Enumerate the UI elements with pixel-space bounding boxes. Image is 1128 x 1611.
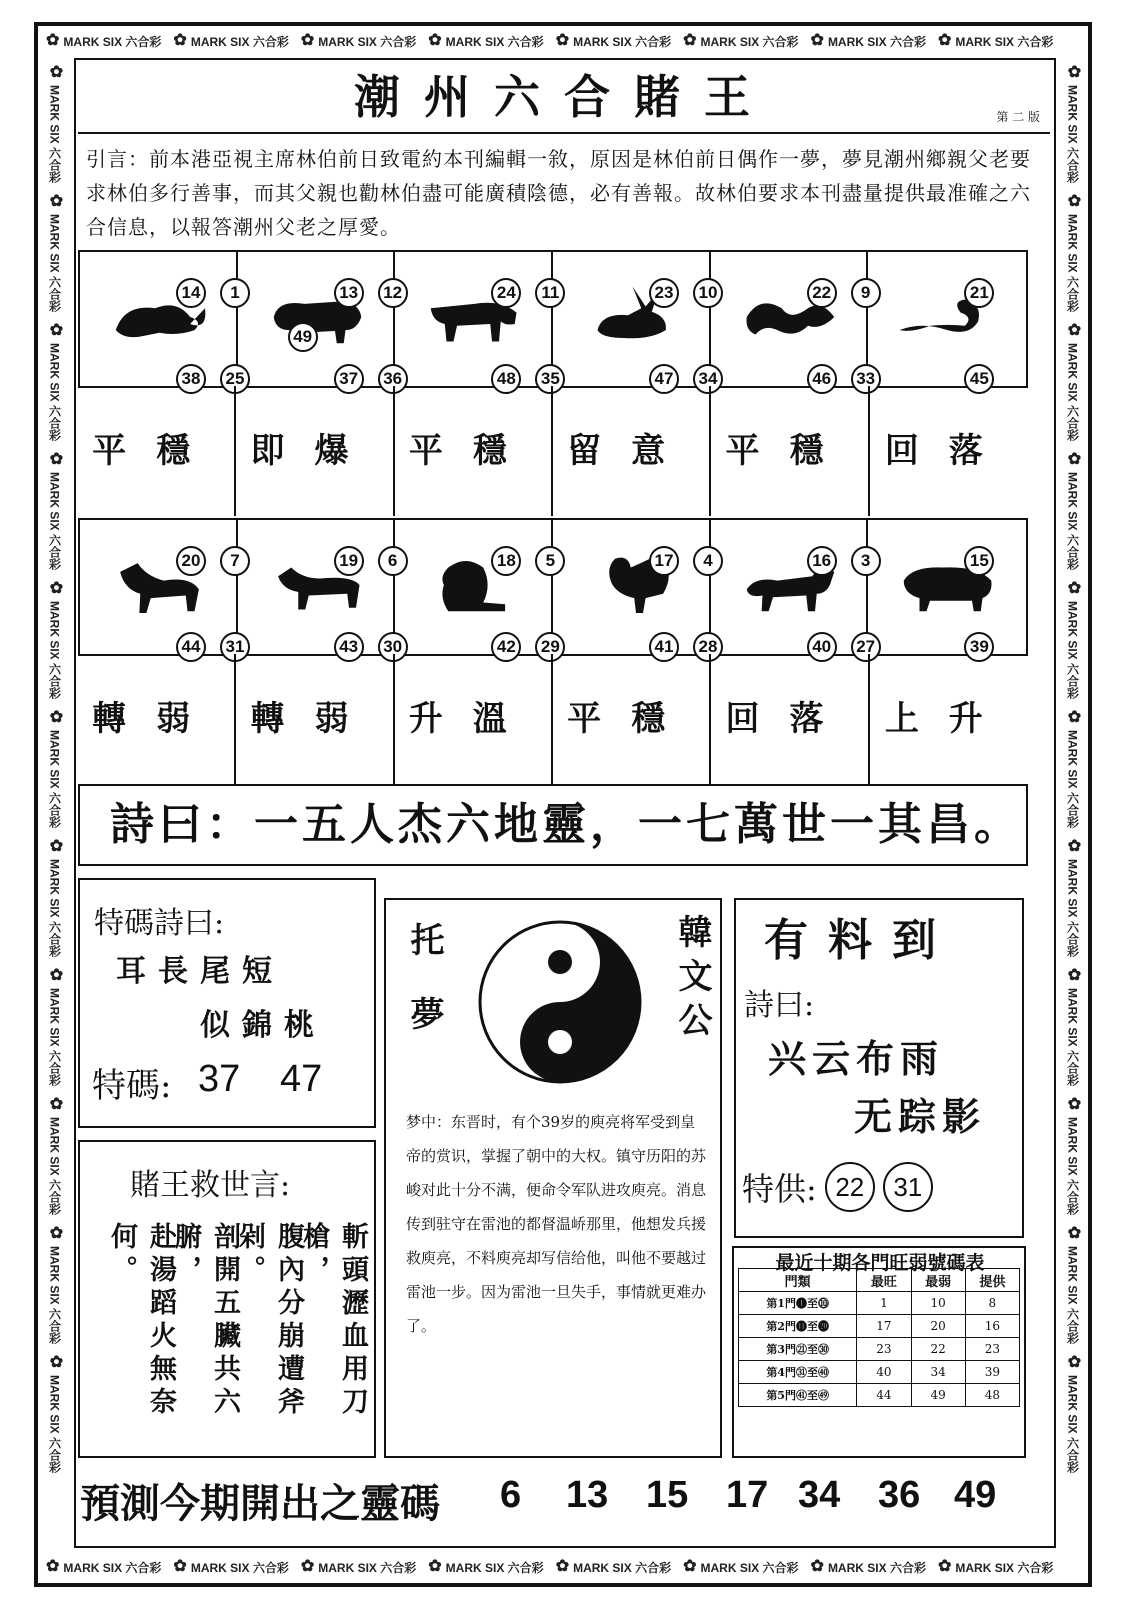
flower-icon: ✿ <box>47 320 64 340</box>
special-code-label: 特碼: <box>92 1066 172 1106</box>
stats-cell-gate: 第4門㉛至㊵ <box>739 1361 857 1384</box>
edition-label: 第 二 版 <box>996 110 1040 124</box>
stats-cell-offer: 8 <box>965 1292 1019 1315</box>
flower-icon: ✿ <box>47 965 64 985</box>
left-border-strip <box>40 58 70 1553</box>
arrival-line2: 无踪影 <box>854 1095 987 1139</box>
border-label <box>1065 449 1082 570</box>
zodiac-cell <box>711 252 876 388</box>
border-label <box>46 33 161 50</box>
stats-cell-weak: 10 <box>911 1292 965 1315</box>
flower-icon: ✿ <box>47 62 64 81</box>
flower-icon: ✿ <box>47 707 64 727</box>
border-label-text: MARK SIX 六合彩 <box>445 34 544 49</box>
zodiac-number: 1 <box>220 278 250 308</box>
border-label <box>1065 320 1082 441</box>
border-label-text: MARK SIX 六合彩 <box>1065 1375 1080 1474</box>
zodiac-number: 40 <box>807 632 837 662</box>
flower-icon: ✿ <box>555 32 570 49</box>
supply-number-1: 22 <box>825 1162 875 1212</box>
stats-cell-hot: 23 <box>857 1338 911 1361</box>
trend-row-2 <box>78 654 1028 784</box>
top-border-strip <box>40 26 1088 56</box>
zodiac-number: 30 <box>378 632 408 662</box>
flower-icon: ✿ <box>1065 965 1082 985</box>
stats-row <box>739 1361 1020 1384</box>
stats-row <box>739 1338 1020 1361</box>
border-label <box>1065 191 1082 312</box>
special-poem-line2: 似錦桃 <box>200 1008 326 1043</box>
zodiac-number: 43 <box>334 632 364 662</box>
flower-icon: ✿ <box>300 32 315 49</box>
zodiac-grid-2 <box>78 518 1028 656</box>
stats-header-row <box>739 1269 1020 1292</box>
trend-label: 轉弱 <box>78 654 236 784</box>
stats-cell-hot: 1 <box>857 1292 911 1315</box>
border-label-text: MARK SIX 六合彩 <box>955 1560 1054 1575</box>
zodiac-cell <box>80 252 245 388</box>
trend-label: 平穩 <box>553 654 711 784</box>
border-label-text: MARK SIX 六合彩 <box>47 1117 62 1216</box>
border-label <box>683 1559 798 1576</box>
zodiac-number: 12 <box>378 278 408 308</box>
dream-right-label: 韓文公 <box>672 914 712 1046</box>
wisdom-column-3: 剖開五臟共六腑， <box>170 1222 240 1420</box>
flower-icon: ✿ <box>1065 1094 1082 1114</box>
border-label-text: MARK SIX 六合彩 <box>573 34 672 49</box>
special-poem-heading: 特碼詩曰: <box>94 906 225 941</box>
stats-row <box>739 1292 1020 1315</box>
border-label <box>46 1559 161 1576</box>
trend-label: 升溫 <box>395 654 553 784</box>
zodiac-number: 47 <box>649 364 679 394</box>
border-label-text: MARK SIX 六合彩 <box>1065 343 1080 442</box>
stats-title: 最近十期各門旺弱號碼表 <box>775 1252 985 1274</box>
arrival-poem-label: 詩曰: <box>744 988 815 1023</box>
wisdom-column-1: 斬頭瀝血用刀槍， <box>298 1222 368 1420</box>
zodiac-number: 38 <box>176 364 206 394</box>
border-label-text: MARK SIX 六合彩 <box>47 730 62 829</box>
zodiac-cell <box>553 252 718 388</box>
border-label-text: MARK SIX 六合彩 <box>47 859 62 958</box>
zodiac-number: 17 <box>649 546 679 576</box>
stats-row <box>739 1384 1020 1407</box>
border-label-text: MARK SIX 六合彩 <box>47 472 62 571</box>
zodiac-number: 25 <box>220 364 250 394</box>
trend-label: 留意 <box>553 386 711 516</box>
flower-icon: ✿ <box>1065 836 1082 856</box>
trend-label: 平穩 <box>78 386 236 516</box>
bottom-border-strip <box>40 1552 1088 1582</box>
flower-icon: ✿ <box>555 1558 570 1575</box>
wisdom-box <box>78 1140 376 1458</box>
trend-label: 上升 <box>884 699 1013 739</box>
special-poem-line1: 耳長尾短 <box>116 954 284 989</box>
zodiac-number: 9 <box>851 278 881 308</box>
stats-header-weak: 最弱 <box>911 1269 965 1292</box>
zodiac-number: 4 <box>693 546 723 576</box>
zodiac-number: 35 <box>535 364 565 394</box>
dream-box <box>384 898 722 1458</box>
border-label-text: MARK SIX 六合彩 <box>445 1560 544 1575</box>
stats-cell-weak: 20 <box>911 1315 965 1338</box>
border-label <box>47 62 64 183</box>
zodiac-number: 39 <box>964 632 994 662</box>
flower-icon: ✿ <box>300 1558 315 1575</box>
stats-table <box>738 1268 1020 1407</box>
flower-icon: ✿ <box>47 449 64 469</box>
trend-label: 平穩 <box>395 386 553 516</box>
border-label <box>556 1559 671 1576</box>
border-label-text: MARK SIX 六合彩 <box>700 34 799 49</box>
border-label-text: MARK SIX 六合彩 <box>318 34 417 49</box>
special-code-1: 37 <box>198 1058 241 1100</box>
zodiac-number: 5 <box>535 546 565 576</box>
border-label-text: MARK SIX 六合彩 <box>700 1560 799 1575</box>
dream-text: 梦中：东晋时，有个39岁的庾亮将军受到皇帝的赏识，掌握了朝中的大权。镇守历阳的苏峻对此十分不满，便命令军队进攻庾亮。消息传到驻守在雷池的都督温峤那里，他想发兵援救庾亮，不料庾亮却写信给他，叫他不要越过雷池一步。因为雷池一旦失手，事情就更难办了。 <box>406 1113 707 1335</box>
flower-icon: ✿ <box>1065 1352 1082 1372</box>
stats-cell-hot: 17 <box>857 1315 911 1338</box>
supply-number-2: 31 <box>883 1162 933 1212</box>
flower-icon: ✿ <box>46 32 60 49</box>
zodiac-number: 45 <box>964 364 994 394</box>
border-label <box>811 1559 926 1576</box>
intro-text: 引言：前本港亞視主席林伯前日致電約本刊編輯一敘，原因是林伯前日偶作一夢，夢見潮州鄉親父老要求林伯多行善事，而其父親也勸林伯盡可能廣積陰德，必有善報。故林伯要求本刊盡量提供最准確之六合信息，以報答潮州父老之厚愛。 <box>86 147 1031 239</box>
border-label <box>173 1559 288 1576</box>
stats-cell-gate: 第1門❶至⓾ <box>739 1292 857 1315</box>
border-label-text: MARK SIX 六合彩 <box>1065 472 1080 571</box>
border-label-text: MARK SIX 六合彩 <box>47 1246 62 1345</box>
border-label-text: MARK SIX 六合彩 <box>1065 601 1080 700</box>
stats-cell-weak: 34 <box>911 1361 965 1384</box>
border-label-text: MARK SIX 六合彩 <box>1065 730 1080 829</box>
border-label-text: MARK SIX 六合彩 <box>190 34 289 49</box>
border-label <box>47 1223 64 1344</box>
stats-cell-hot: 44 <box>857 1384 911 1407</box>
zodiac-grid-1 <box>78 250 1028 388</box>
border-label <box>811 33 926 50</box>
zodiac-number: 49 <box>288 322 318 352</box>
border-label-text: MARK SIX 六合彩 <box>1065 988 1080 1087</box>
special-poem-box <box>78 878 376 1128</box>
zodiac-number: 44 <box>176 632 206 662</box>
flower-icon: ✿ <box>683 1558 697 1575</box>
border-label <box>1065 836 1082 957</box>
border-label-text: MARK SIX 六合彩 <box>47 343 62 442</box>
prediction-number-3: 15 <box>646 1474 689 1516</box>
stats-cell-offer: 48 <box>965 1384 1019 1407</box>
zodiac-number: 7 <box>220 546 250 576</box>
border-label <box>47 191 64 312</box>
border-label <box>301 1559 416 1576</box>
zodiac-number: 20 <box>176 546 206 576</box>
supply-row <box>742 1162 933 1212</box>
flower-icon: ✿ <box>1065 62 1082 81</box>
flower-icon: ✿ <box>47 578 64 598</box>
trend-label: 回落 <box>884 431 1013 471</box>
border-label-text: MARK SIX 六合彩 <box>63 34 162 49</box>
main-poem: 詩曰：一五人杰六地靈，一七萬世一其昌。 <box>78 784 1028 866</box>
stats-header-hot: 最旺 <box>857 1269 911 1292</box>
stats-cell-offer: 16 <box>965 1315 1019 1338</box>
trend-label: 平穩 <box>711 386 869 516</box>
stats-cell-gate: 第2門⓫至⓴ <box>739 1315 857 1338</box>
border-label <box>683 33 798 50</box>
zodiac-number: 42 <box>491 632 521 662</box>
prediction-number-6: 36 <box>878 1474 921 1516</box>
border-label-text: MARK SIX 六合彩 <box>47 988 62 1087</box>
border-label-text: MARK SIX 六合彩 <box>573 1560 672 1575</box>
border-label <box>47 836 64 957</box>
zodiac-number: 41 <box>649 632 679 662</box>
flower-icon: ✿ <box>937 32 952 49</box>
flower-icon: ✿ <box>1065 578 1082 598</box>
zodiac-number: 48 <box>491 364 521 394</box>
zodiac-number: 37 <box>334 364 364 394</box>
flower-icon: ✿ <box>1065 707 1082 727</box>
flower-icon: ✿ <box>1065 449 1082 469</box>
zodiac-number: 13 <box>334 278 364 308</box>
zodiac-cell <box>238 520 403 656</box>
wisdom-column-2: 腹內分崩遭斧剁。 <box>234 1222 304 1420</box>
dream-left-label: 托夢 <box>404 922 444 1070</box>
flower-icon: ✿ <box>47 1352 64 1372</box>
zodiac-cell <box>868 252 1026 386</box>
right-border-strip <box>1058 58 1088 1553</box>
border-label <box>47 1352 64 1473</box>
border-label <box>173 33 288 50</box>
border-label <box>556 33 671 50</box>
prediction-number-4: 17 <box>726 1474 769 1516</box>
zodiac-number: 21 <box>964 278 994 308</box>
stats-cell-weak: 22 <box>911 1338 965 1361</box>
prediction-label: 預測今期開出之靈碼 <box>80 1481 440 1527</box>
flower-icon: ✿ <box>1065 320 1082 340</box>
flower-icon: ✿ <box>1065 1223 1082 1243</box>
flower-icon: ✿ <box>173 1558 187 1575</box>
border-label-text: MARK SIX 六合彩 <box>47 85 62 184</box>
yin-yang-icon <box>476 918 644 1086</box>
border-label <box>1065 578 1082 699</box>
stats-cell-offer: 39 <box>965 1361 1019 1384</box>
flower-icon: ✿ <box>1065 191 1082 211</box>
zodiac-number: 31 <box>220 632 250 662</box>
border-label <box>47 965 64 1086</box>
supply-label: 特供: <box>742 1170 817 1208</box>
zodiac-cell <box>80 520 245 656</box>
zodiac-cell <box>395 520 560 656</box>
border-label <box>1065 1352 1082 1473</box>
flower-icon: ✿ <box>46 1558 60 1575</box>
prediction-row <box>80 1472 1030 1532</box>
zodiac-number: 36 <box>378 364 408 394</box>
border-label-text: MARK SIX 六合彩 <box>63 1560 162 1575</box>
border-label-text: MARK SIX 六合彩 <box>47 214 62 313</box>
border-label <box>1065 62 1082 183</box>
trend-label: 即爆 <box>236 386 394 516</box>
zodiac-number: 15 <box>964 546 994 576</box>
zodiac-number: 34 <box>693 364 723 394</box>
border-label <box>47 707 64 828</box>
flower-icon: ✿ <box>173 32 187 49</box>
zodiac-number: 6 <box>378 546 408 576</box>
zodiac-number: 10 <box>693 278 723 308</box>
wisdom-column-4: 赴湯蹈火無奈何。 <box>106 1222 176 1420</box>
stats-cell-weak: 49 <box>911 1384 965 1407</box>
border-label <box>47 449 64 570</box>
arrival-line1: 兴云布雨 <box>768 1037 945 1081</box>
prediction-number-7: 49 <box>954 1474 997 1516</box>
border-label <box>47 1094 64 1215</box>
zodiac-number: 27 <box>851 632 881 662</box>
border-label-text: MARK SIX 六合彩 <box>47 1375 62 1474</box>
prediction-number-5: 34 <box>798 1474 841 1516</box>
trend-label: 回落 <box>711 654 869 784</box>
zodiac-cell <box>711 520 876 656</box>
trend-label: 轉弱 <box>236 654 394 784</box>
stats-cell-hot: 40 <box>857 1361 911 1384</box>
border-label <box>301 33 416 50</box>
zodiac-cell <box>238 252 403 388</box>
border-label-text: MARK SIX 六合彩 <box>1065 859 1080 958</box>
flower-icon: ✿ <box>810 32 824 49</box>
flower-icon: ✿ <box>428 32 442 49</box>
zodiac-number: 18 <box>491 546 521 576</box>
flower-icon: ✿ <box>47 1223 64 1243</box>
prediction-number-2: 13 <box>566 1474 609 1516</box>
prediction-number-1: 6 <box>500 1474 522 1516</box>
stats-cell-gate: 第5門㊶至㊾ <box>739 1384 857 1407</box>
zodiac-number: 16 <box>807 546 837 576</box>
zodiac-cell <box>395 252 560 388</box>
zodiac-number: 23 <box>649 278 679 308</box>
trend-row-1 <box>78 386 1028 516</box>
zodiac-number: 11 <box>535 278 565 308</box>
stats-cell-gate: 第3門㉑至㉚ <box>739 1338 857 1361</box>
wisdom-heading: 賭王救世言: <box>130 1168 291 1203</box>
border-label-text: MARK SIX 六合彩 <box>1065 1117 1080 1216</box>
stats-header-offer: 提供 <box>965 1269 1019 1292</box>
border-label <box>428 1559 543 1576</box>
zodiac-number: 28 <box>693 632 723 662</box>
flower-icon: ✿ <box>47 836 64 856</box>
zodiac-number: 29 <box>535 632 565 662</box>
stats-cell-offer: 23 <box>965 1338 1019 1361</box>
zodiac-number: 22 <box>807 278 837 308</box>
border-label <box>1065 965 1082 1086</box>
border-label-text: MARK SIX 六合彩 <box>1065 1246 1080 1345</box>
border-label <box>1065 1094 1082 1215</box>
border-label-text: MARK SIX 六合彩 <box>827 1560 926 1575</box>
zodiac-number: 19 <box>334 546 364 576</box>
border-label <box>47 578 64 699</box>
page-title: 潮州六合賭王 <box>78 62 1050 134</box>
border-label <box>938 33 1053 50</box>
border-label <box>47 320 64 441</box>
stats-header-gate: 門類 <box>739 1269 857 1292</box>
border-label-text: MARK SIX 六合彩 <box>47 601 62 700</box>
border-label-text: MARK SIX 六合彩 <box>1065 214 1080 313</box>
flower-icon: ✿ <box>683 32 697 49</box>
arrival-heading: 有料到 <box>764 915 956 966</box>
zodiac-number: 3 <box>851 546 881 576</box>
flower-icon: ✿ <box>937 1558 952 1575</box>
border-label-text: MARK SIX 六合彩 <box>1065 85 1080 184</box>
zodiac-number: 33 <box>851 364 881 394</box>
border-label-text: MARK SIX 六合彩 <box>318 1560 417 1575</box>
flower-icon: ✿ <box>810 1558 824 1575</box>
zodiac-cell <box>868 520 1026 654</box>
border-label-text: MARK SIX 六合彩 <box>827 34 926 49</box>
stats-row <box>739 1315 1020 1338</box>
zodiac-number: 24 <box>491 278 521 308</box>
zodiac-cell <box>553 520 718 656</box>
arrival-box <box>734 898 1024 1238</box>
border-label <box>1065 1223 1082 1344</box>
flower-icon: ✿ <box>47 191 64 211</box>
border-label <box>1065 707 1082 828</box>
border-label-text: MARK SIX 六合彩 <box>190 1560 289 1575</box>
flower-icon: ✿ <box>428 1558 442 1575</box>
flower-icon: ✿ <box>47 1094 64 1114</box>
border-label <box>428 33 543 50</box>
border-label-text: MARK SIX 六合彩 <box>955 34 1054 49</box>
border-label <box>938 1559 1053 1576</box>
zodiac-number: 14 <box>176 278 206 308</box>
zodiac-number: 46 <box>807 364 837 394</box>
special-code-2: 47 <box>280 1058 323 1100</box>
